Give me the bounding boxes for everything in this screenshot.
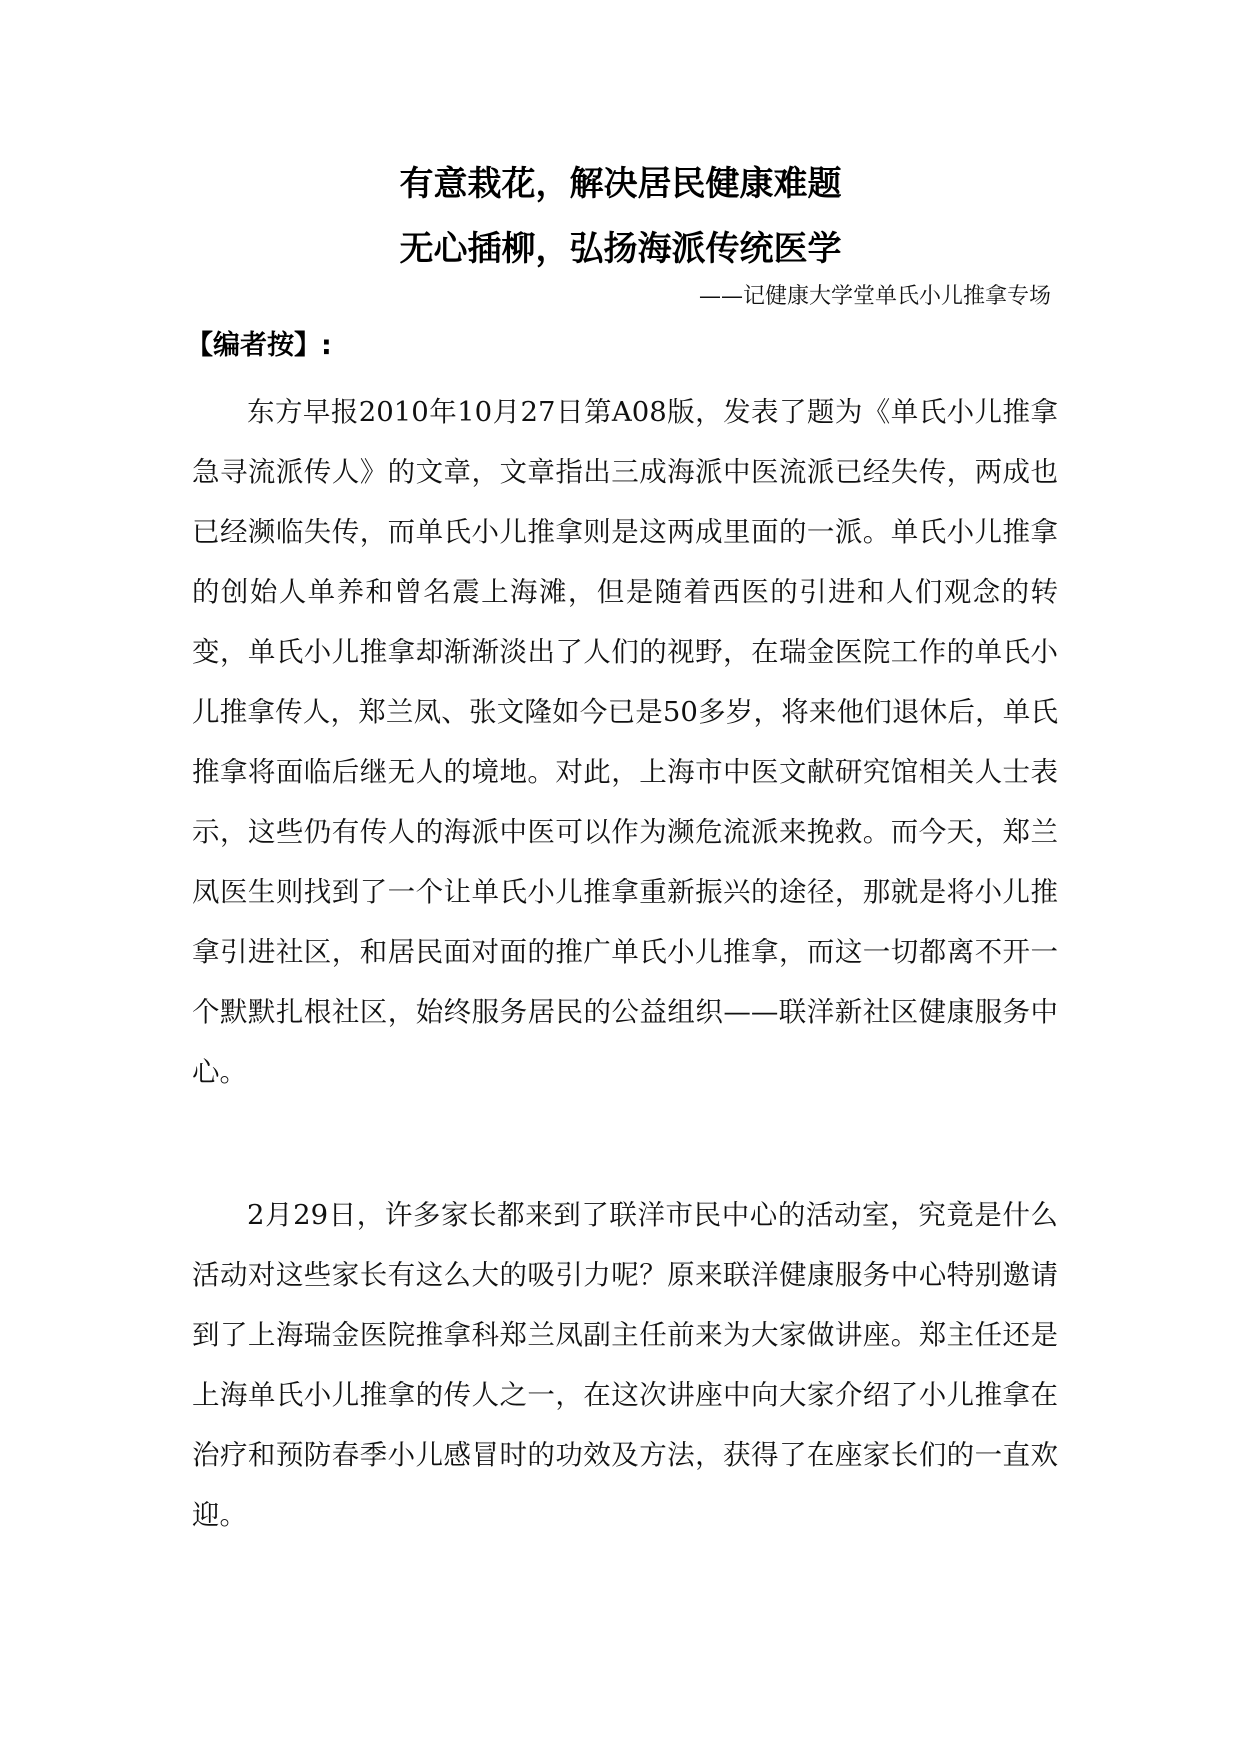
title-line-2: 无心插柳，弘扬海派传统医学 (399, 229, 842, 269)
title-line-1: 有意栽花，解决居民健康难题 (399, 164, 842, 204)
subtitle: ——记健康大学堂单氏小儿推拿专场 (698, 284, 1051, 309)
body-paragraph: 东方早报2010年10月27日第A08版，发表了题为《单氏小儿推拿急寻流派传人》的文章，文章指出三成海派中医流派已经失传，两成也已经濒临失传，而单氏小儿推拿则是这两成里面的一派。单氏小儿推拿的创始人单养和曾名震上海滩，但是随着西医的引进和人们观念的转变，单氏小儿推拿却渐渐淡出了人们的视野，在瑞金医院工作的单氏小儿推拿传人，郑兰凤、张文隆如今已是50多岁，将来他们退休后，单氏推拿将面临后继无人的境地。对此，上海市中医文献研究馆相关人士表示，这些仍有传人的海派中医可以作为濒危流派来挽救。而今天，郑兰凤医生则找到了一个让单氏小儿推拿重新振兴的途径，那就是将小儿推拿引进社区，和居民面对面的推广单氏小儿推拿，而这一切都离不开一个默默扎根社区，始终服务居民的公益组织——联洋新社区健康服务中心。 (192, 396, 1058, 1088)
body-paragraph: 2月29日，许多家长都来到了联洋市民中心的活动室，究竟是什么活动对这些家长有这么大的吸引力呢？原来联洋健康服务中心特别邀请到了上海瑞金医院推拿科郑兰凤副主任前来为大家做讲座。郑主任还是上海单氏小儿推拿的传人之一，在这次讲座中向大家介绍了小儿推拿在治疗和预防春季小儿感冒时的功效及方法，获得了在座家长们的一直欢迎。 (192, 1199, 1058, 1531)
editor-note-label: 【编者按】: (186, 330, 332, 361)
